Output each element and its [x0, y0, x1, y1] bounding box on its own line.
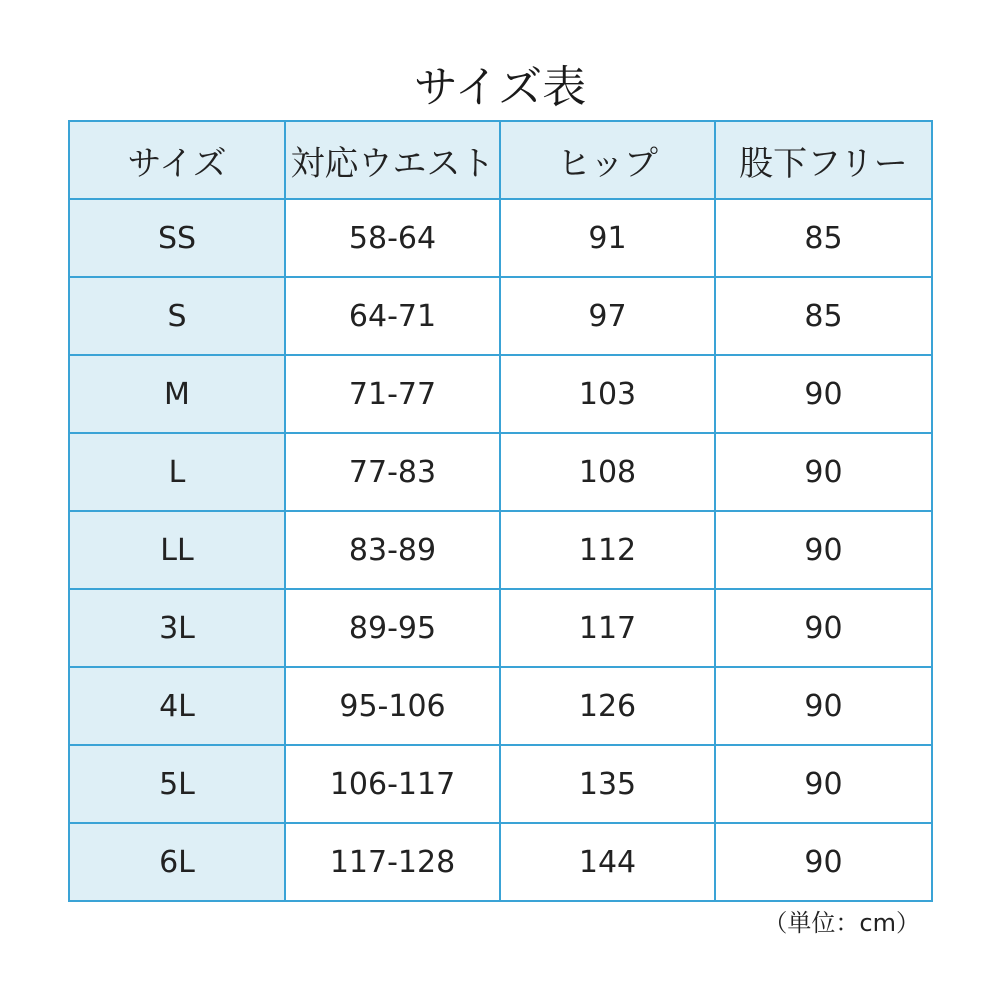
header-hip: ヒップ [500, 121, 715, 199]
size-cell: 6L [69, 823, 285, 901]
inseam-cell: 90 [715, 745, 932, 823]
waist-cell: 117-128 [285, 823, 500, 901]
table-row [69, 433, 932, 511]
header-inseam: 股下フリー [715, 121, 932, 199]
inseam-cell: 85 [715, 277, 932, 355]
hip-cell: 144 [500, 823, 715, 901]
inseam-cell: 90 [715, 511, 932, 589]
inseam-cell: 90 [715, 433, 932, 511]
size-cell: 3L [69, 589, 285, 667]
waist-cell: 89-95 [285, 589, 500, 667]
inseam-cell: 90 [715, 823, 932, 901]
waist-cell: 77-83 [285, 433, 500, 511]
header-waist: 対応ウエスト [285, 121, 500, 199]
table-header-row [69, 121, 932, 199]
hip-cell: 108 [500, 433, 715, 511]
unit-note: （単位：cm） [763, 909, 920, 937]
hip-cell: 112 [500, 511, 715, 589]
table-row [69, 277, 932, 355]
size-cell: LL [69, 511, 285, 589]
size-cell: 5L [69, 745, 285, 823]
hip-cell: 126 [500, 667, 715, 745]
waist-cell: 71-77 [285, 355, 500, 433]
page-title: サイズ表 [413, 62, 587, 113]
table-row [69, 355, 932, 433]
size-cell: L [69, 433, 285, 511]
size-table [68, 120, 933, 902]
hip-cell: 117 [500, 589, 715, 667]
hip-cell: 97 [500, 277, 715, 355]
waist-cell: 83-89 [285, 511, 500, 589]
size-cell: 4L [69, 667, 285, 745]
hip-cell: 103 [500, 355, 715, 433]
waist-cell: 58-64 [285, 199, 500, 277]
header-size: サイズ [69, 121, 285, 199]
table-row [69, 745, 932, 823]
inseam-cell: 90 [715, 667, 932, 745]
table-row [69, 511, 932, 589]
inseam-cell: 90 [715, 589, 932, 667]
table-row [69, 589, 932, 667]
waist-cell: 106-117 [285, 745, 500, 823]
table-row [69, 823, 932, 901]
size-cell: SS [69, 199, 285, 277]
waist-cell: 95-106 [285, 667, 500, 745]
hip-cell: 135 [500, 745, 715, 823]
size-cell: M [69, 355, 285, 433]
waist-cell: 64-71 [285, 277, 500, 355]
inseam-cell: 90 [715, 355, 932, 433]
size-cell: S [69, 277, 285, 355]
hip-cell: 91 [500, 199, 715, 277]
inseam-cell: 85 [715, 199, 932, 277]
table-row [69, 199, 932, 277]
table-row [69, 667, 932, 745]
